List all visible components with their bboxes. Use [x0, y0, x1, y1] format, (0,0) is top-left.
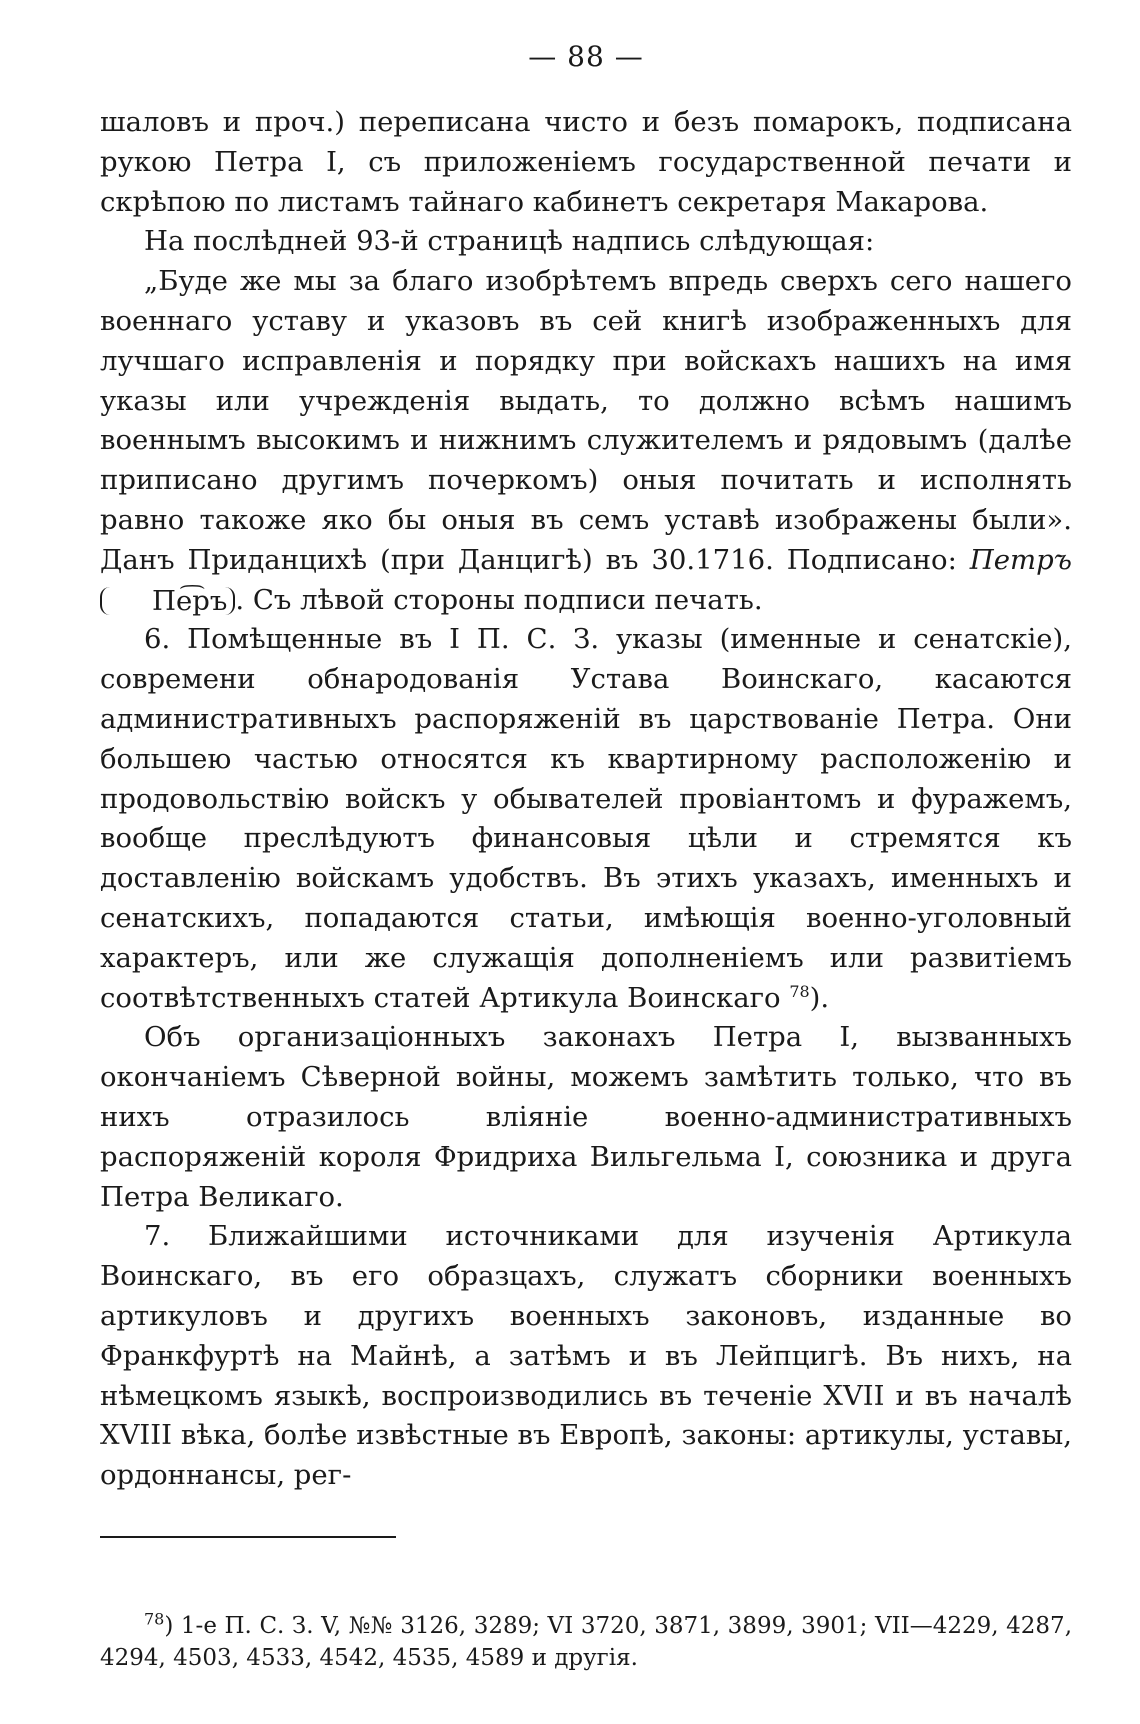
paragraph-organization-laws: Объ организаціонныхъ законахъ Петра I, вызванныхъ окончаніемъ Сѣверной войны, можемъ замѣтить только, что въ нихъ отразилось вліяніе военно-административныхъ распоряженій короля Фридриха Вильгельма I, союзника и друга Петра Великаго. [100, 1021, 1072, 1213]
paragraph-section-7: 7. Ближайшими источниками для изученія Артикула Воинскаго, въ его образцахъ, служатъ сборники военныхъ артикуловъ и другихъ военныхъ законовъ, изданные во Франкфуртѣ на Майнѣ, а затѣмъ и въ Лейпцигѣ. Въ нихъ, на нѣмецкомъ языкѣ, воспроизводились въ теченіе XVII и въ началѣ XVIII вѣка, болѣе извѣстные въ Европѣ, законы: артикулы, уставы, ордоннансы, рег- [100, 1220, 1072, 1492]
signature-seal: Пе͡ръ [100, 587, 235, 615]
page-number: — 88 — [528, 40, 644, 73]
paragraph-section-6 [100, 620, 1072, 1018]
section-6-end: ). [809, 981, 830, 1014]
document-page [100, 40, 1072, 1674]
footnote-reference: 78 [789, 981, 810, 1001]
quote-tail: Съ лѣвой стороны подписи печать. [252, 583, 763, 616]
footnote-text: ) 1-е П. С. З. V, №№ 3126, 3289; VI 3720, 3871, 3899, 3901; VII—4229, 4287, 4294, 4503, 4533, 4542, 4535, 4589 и другія. [100, 1612, 1072, 1671]
paragraph-continued: шаловъ и проч.) переписана чисто и безъ помарокъ, подписана рукою Петра I, съ приложеніемъ государственной печати и скрѣпою по листамъ тайнаго кабинетъ секретаря Макарова. [100, 106, 1072, 218]
footnote-number: 78 [144, 1609, 165, 1629]
signature-italic: Петръ [969, 543, 1072, 576]
paragraph-quote: „Буде же мы за благо изобрѣтемъ впредь сверхъ сего нашего военнаго уставу и указовъ въ сей книгѣ изображенныхъ для лучшаго исправленія и порядку при войскахъ нашихъ на имя указы или учрежденія выдать, то должно всѣмъ нашимъ военнымъ высокимъ и нижнимъ служителемъ и рядовымъ (далѣе приписано другимъ почеркомъ) оныя почитать и исполнять равно такоже яко бы оныя въ семъ уставѣ изображены были». Данъ Приданцихѣ (при Данцигѣ) въ 30.1716. Подписано: Петръ Пе͡ръ . Съ лѣвой стороны подписи печать. [100, 265, 1072, 618]
footnote-divider [100, 1536, 396, 1538]
section-6-text: 6. Помѣщенные въ I П. С. З. указы (именные и сенатскіе), современи обнародованія Устава Воинскаго, касаются административныхъ распоряженій въ царствованіе Петра. Они большею частью относятся къ квартирному расположенію и продовольствію войскъ у обывателей провіантомъ и фуражемъ, вообще преслѣдуютъ финансовыя цѣли и стремятся къ доставленію войскамъ удобствъ. Въ этихъ указахъ, именныхъ и сенатскихъ, попадаются статьи, имѣющія военно-уголовный характеръ, или же служащія дополненіемъ или развитіемъ соотвѣтственныхъ статей Артикула Воинскаго [100, 623, 1072, 1014]
quote-text: „Буде же мы за благо изобрѣтемъ впредь сверхъ сего нашего военнаго уставу и указовъ въ сей книгѣ изображенныхъ для лучшаго исправленія и порядку при войскахъ нашихъ на имя указы или учрежденія выдать, то должно всѣмъ нашимъ военнымъ высокимъ и нижнимъ служителемъ и рядовымъ (далѣе приписано другимъ почеркомъ) оныя почитать и исполнять равно такоже яко бы оныя въ семъ уставѣ изображены были». Данъ Приданцихѣ (при Данцигѣ) въ 30.1716. Подписано: [100, 265, 1072, 576]
paragraph-inscription-intro: На послѣдней 93-й страницѣ надпись слѣдующая: [144, 225, 875, 258]
footnote [100, 1610, 1072, 1674]
